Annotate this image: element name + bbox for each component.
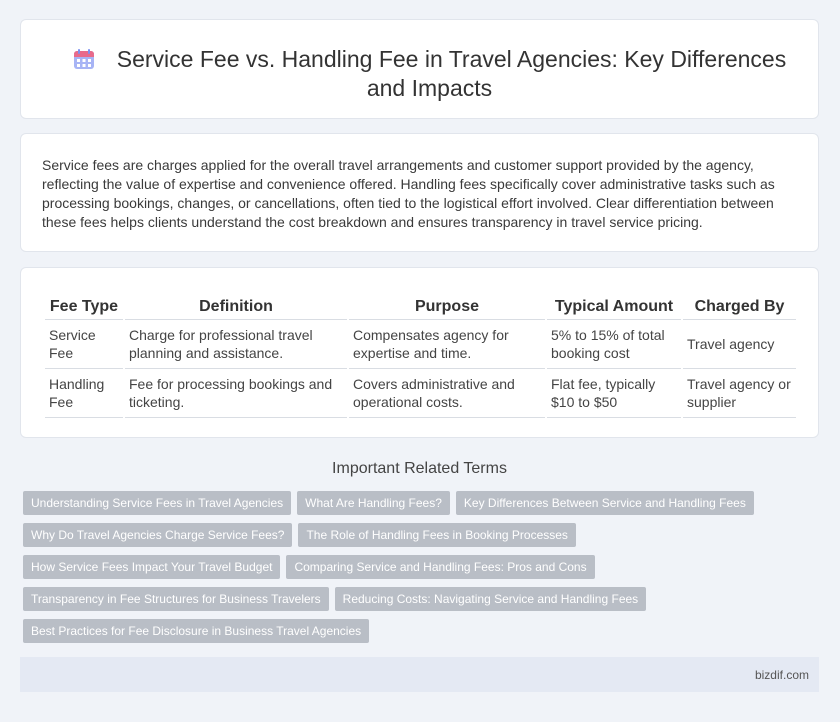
related-terms-title: Important Related Terms bbox=[332, 460, 507, 477]
related-term-tag[interactable]: Best Practices for Fee Disclosure in Business Travel Agencies bbox=[23, 619, 369, 643]
page-title-wrap bbox=[61, 45, 798, 103]
table-cell: 5% to 15% of total booking cost bbox=[547, 320, 681, 369]
tag-row bbox=[23, 619, 803, 643]
table-header-cell: Typical Amount bbox=[547, 296, 681, 320]
footer bbox=[20, 657, 819, 692]
intro-paragraph: Service fees are charges applied for the overall travel arrangements and customer support provided by the agency, reflecting the value of expertise and convenience offered. Handling fees specifically cover administrative tasks such as processing bookings, changes, or cancellations, often tied to the logistical effort involved. Clear differentiation between these fees helps clients understand the cost breakdown and ensures transparency in travel service pricing. bbox=[42, 157, 775, 230]
footer-brand[interactable]: bizdif.com bbox=[754, 668, 809, 682]
related-term-tag[interactable]: The Role of Handling Fees in Booking Processes bbox=[298, 523, 575, 547]
related-term-tag[interactable]: Key Differences Between Service and Handling Fees bbox=[456, 491, 754, 515]
related-term-tag[interactable]: What Are Handling Fees? bbox=[297, 491, 450, 515]
table-cell: Charge for professional travel planning and assistance. bbox=[125, 320, 347, 369]
tag-row bbox=[23, 555, 803, 579]
table-header-cell: Fee Type bbox=[45, 296, 123, 320]
table-cell: Covers administrative and operational costs. bbox=[349, 369, 545, 418]
table-cell: Travel agency bbox=[683, 320, 796, 369]
table-header-cell: Charged By bbox=[683, 296, 796, 320]
tag-row bbox=[23, 491, 803, 515]
table-cell: Travel agency or supplier bbox=[683, 369, 796, 418]
related-term-tag[interactable]: Why Do Travel Agencies Charge Service Fees? bbox=[23, 523, 292, 547]
related-term-tag[interactable]: Transparency in Fee Structures for Business Travelers bbox=[23, 587, 329, 611]
intro-card bbox=[20, 133, 819, 252]
related-term-tag[interactable]: Reducing Costs: Navigating Service and Handling Fees bbox=[335, 587, 647, 611]
comparison-table-card bbox=[20, 267, 819, 438]
table-row bbox=[45, 369, 796, 418]
related-term-tag[interactable]: Comparing Service and Handling Fees: Pros and Cons bbox=[286, 555, 594, 579]
table-cell: Handling Fee bbox=[45, 369, 123, 418]
tag-row bbox=[23, 587, 803, 611]
header-card bbox=[20, 19, 819, 119]
table-cell: Service Fee bbox=[45, 320, 123, 369]
calendar-icon bbox=[73, 48, 95, 70]
table-header-cell: Purpose bbox=[349, 296, 545, 320]
tag-row bbox=[23, 523, 803, 547]
table-row bbox=[45, 320, 796, 369]
table-header-cell: Definition bbox=[125, 296, 347, 320]
table-header-row bbox=[45, 296, 796, 320]
table-cell: Compensates agency for expertise and time. bbox=[349, 320, 545, 369]
related-term-tag[interactable]: How Service Fees Impact Your Travel Budget bbox=[23, 555, 280, 579]
page-title: Service Fee vs. Handling Fee in Travel Agencies: Key Differences and Impacts bbox=[116, 46, 787, 101]
related-terms-list bbox=[23, 491, 803, 651]
table-cell: Flat fee, typically $10 to $50 bbox=[547, 369, 681, 418]
related-term-tag[interactable]: Understanding Service Fees in Travel Agencies bbox=[23, 491, 291, 515]
table-cell: Fee for processing bookings and ticketing. bbox=[125, 369, 347, 418]
comparison-table bbox=[43, 296, 798, 418]
